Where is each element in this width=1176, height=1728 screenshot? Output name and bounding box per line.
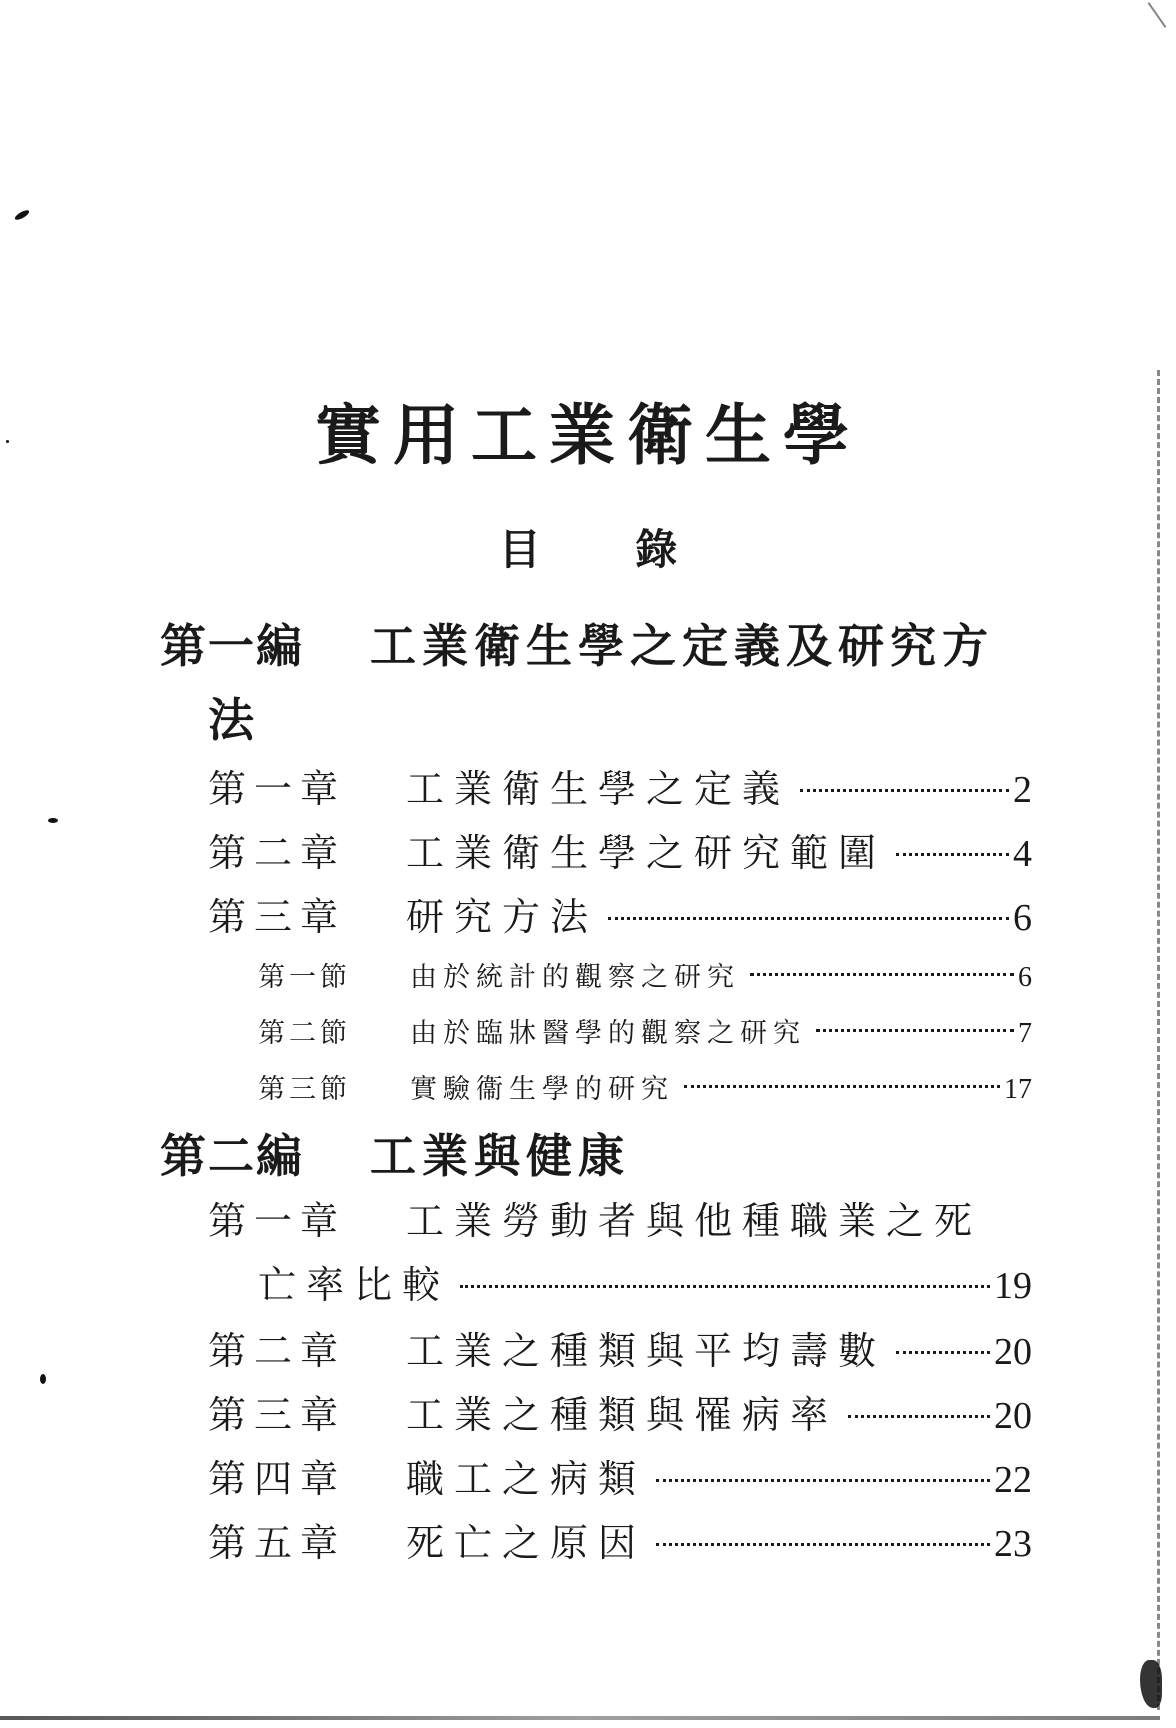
page-number: 20	[994, 1331, 1032, 1373]
section-title: 由於統計的觀察之研究	[410, 962, 740, 993]
dot-leader	[460, 1285, 990, 1288]
part-title-continued: 法	[208, 693, 254, 747]
chapter-title: 工業之種類與平均壽數	[406, 1329, 887, 1373]
dot-leader	[750, 973, 1014, 976]
section-title: 實驗衞生學的研究	[410, 1074, 674, 1105]
part-heading	[160, 614, 994, 678]
section-label: 第三節	[258, 1074, 351, 1105]
part-heading	[160, 1124, 630, 1188]
chapter-title-continued: 亡率比較	[258, 1263, 451, 1307]
section-label: 第二節	[258, 1018, 351, 1049]
toc-entry	[208, 1450, 1032, 1509]
chapter-label: 第二章	[208, 1329, 347, 1373]
dot-leader	[684, 1085, 1000, 1088]
dot-leader	[656, 1543, 990, 1546]
page-number: 6	[1018, 962, 1032, 993]
toc-entry	[208, 1322, 1032, 1381]
contents-heading: 目 錄	[498, 525, 678, 574]
chapter-label: 第二章	[208, 831, 347, 875]
chapter-title: 工業之種類與罹病率	[406, 1393, 839, 1437]
toc-entry	[258, 956, 1032, 1000]
page-number: 19	[994, 1265, 1032, 1307]
chapter-label: 第一章	[208, 767, 347, 811]
page-number: 2	[1013, 769, 1032, 811]
scan-speck	[40, 1374, 46, 1384]
page-number: 7	[1018, 1018, 1032, 1049]
chapter-label: 第一章	[208, 1199, 347, 1243]
chapter-title: 死亡之原因	[406, 1521, 647, 1565]
scan-bottom-edge	[0, 1716, 1160, 1720]
chapter-label: 第三章	[208, 895, 347, 939]
toc-entry-first-line	[208, 1192, 982, 1250]
page-number: 17	[1004, 1074, 1032, 1105]
scan-speck	[14, 208, 31, 221]
scan-ink-blot	[1140, 1660, 1162, 1708]
toc-entry	[208, 1514, 1032, 1573]
chapter-title: 工業勞動者與他種職業之死	[406, 1199, 983, 1243]
chapter-title: 職工之病類	[406, 1457, 647, 1501]
part-title: 工業衛生學之定義及研究方	[370, 619, 994, 673]
book-title: 實用工業衛生學	[315, 396, 861, 474]
part-label: 第一編	[160, 619, 304, 673]
scan-corner-mark	[1148, 2, 1167, 28]
toc-entry	[258, 1068, 1032, 1112]
dot-leader	[896, 853, 1009, 856]
part-label: 第二編	[160, 1129, 304, 1183]
dot-leader	[608, 917, 1009, 920]
dot-leader	[896, 1351, 990, 1354]
dot-leader	[848, 1415, 990, 1418]
page-number: 4	[1013, 833, 1032, 875]
toc-entry	[208, 888, 1032, 947]
chapter-title: 工業衛生學之定義	[406, 767, 791, 811]
toc-entry	[258, 1256, 1032, 1315]
toc-entry	[258, 1012, 1032, 1056]
page-number: 22	[994, 1459, 1032, 1501]
page-number: 20	[994, 1395, 1032, 1437]
toc-entry	[208, 760, 1032, 819]
dot-leader	[800, 789, 1009, 792]
chapter-title: 研究方法	[406, 895, 599, 939]
dot-leader	[816, 1029, 1014, 1032]
dot-leader	[656, 1479, 990, 1482]
part-title: 工業與健康	[370, 1129, 630, 1183]
chapter-label: 第四章	[208, 1457, 347, 1501]
page-number: 23	[994, 1523, 1032, 1565]
scan-speck	[48, 818, 58, 823]
section-title: 由於臨牀醫學的觀察之研究	[410, 1018, 806, 1049]
toc-entry	[208, 1386, 1032, 1445]
chapter-title: 工業衛生學之研究範圍	[406, 831, 887, 875]
page-number: 6	[1013, 897, 1032, 939]
toc-entry	[208, 824, 1032, 883]
chapter-label: 第五章	[208, 1521, 347, 1565]
section-label: 第一節	[258, 962, 351, 993]
chapter-label: 第三章	[208, 1393, 347, 1437]
